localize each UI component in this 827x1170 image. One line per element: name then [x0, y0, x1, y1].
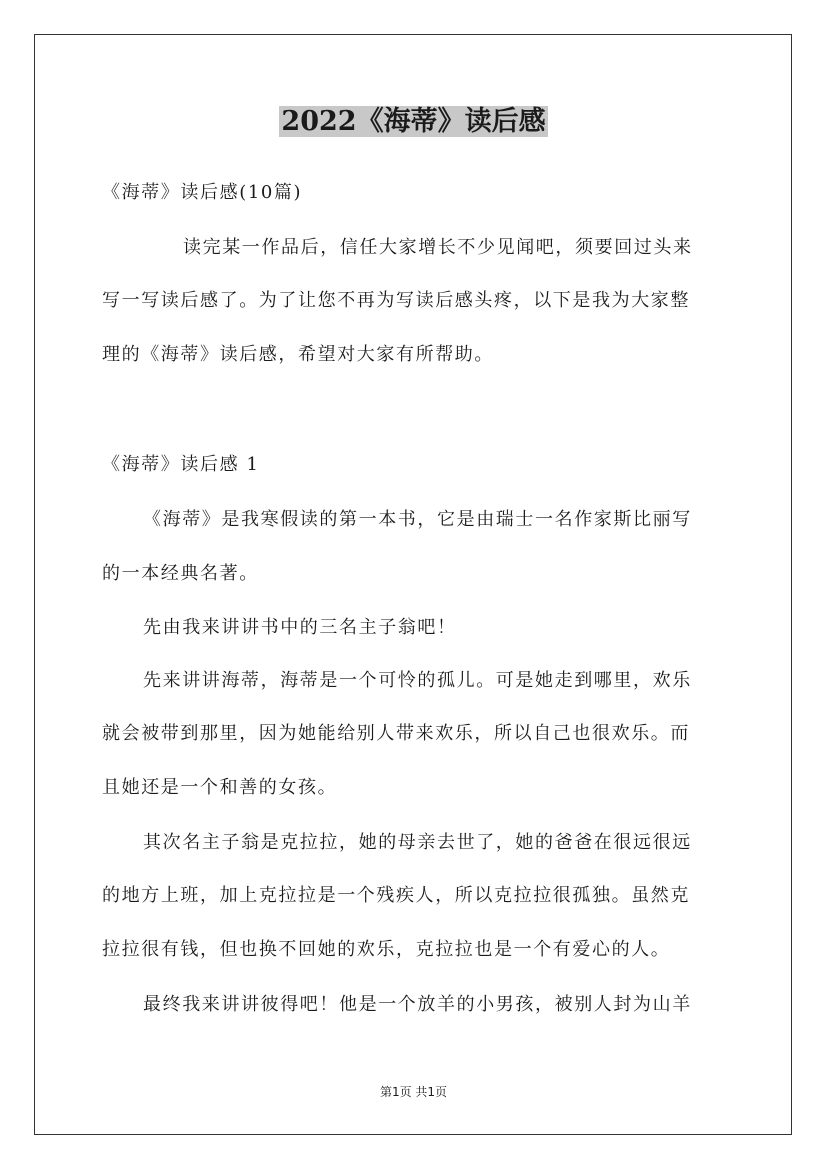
intro-line: 读完某一作品后，信任大家增长不少见闻吧，须要回过头来 — [183, 237, 693, 258]
document-title-text: 2022《海蒂》读后感 — [281, 106, 546, 137]
page-number-footer: 第1页 共1页 — [379, 1085, 448, 1099]
body-line: 其次名主子翁是克拉拉，她的母亲去世了，她的爸爸在很远很远 — [143, 832, 692, 853]
body-line: 最终我来讲讲彼得吧！他是一个放羊的小男孩，被别人封为山羊 — [143, 994, 692, 1015]
intro-line: 写一写读后感了。为了让您不再为写读后感头疼，以下是我为大家整 — [102, 290, 690, 311]
body-line: 先由我来讲讲书中的三名主子翁吧！ — [143, 617, 457, 638]
body-line: 就会被带到那里，因为她能给别人带来欢乐，所以自己也很欢乐。而 — [102, 723, 690, 744]
body-line: 且她还是一个和善的女孩。 — [102, 777, 338, 798]
body-line: 拉拉很有钱，但也换不回她的欢乐，克拉拉也是一个有爱心的人。 — [102, 939, 671, 960]
document-subtitle: 《海蒂》读后感(10篇) — [102, 182, 303, 203]
section-heading: 《海蒂》读后感 1 — [102, 454, 260, 475]
body-line: 《海蒂》是我寒假读的第一本书，它是由瑞士一名作家斯比丽写 — [143, 509, 692, 530]
body-line: 的地方上班，加上克拉拉是一个残疾人，所以克拉拉很孤独。虽然克 — [102, 885, 690, 906]
intro-line: 理的《海蒂》读后感，希望对大家有所帮助。 — [102, 344, 494, 365]
body-line: 先来讲讲海蒂，海蒂是一个可怜的孤儿。可是她走到哪里，欢乐 — [143, 670, 692, 691]
document-title — [0, 102, 827, 142]
body-line: 的一本经典名著。 — [102, 563, 259, 584]
